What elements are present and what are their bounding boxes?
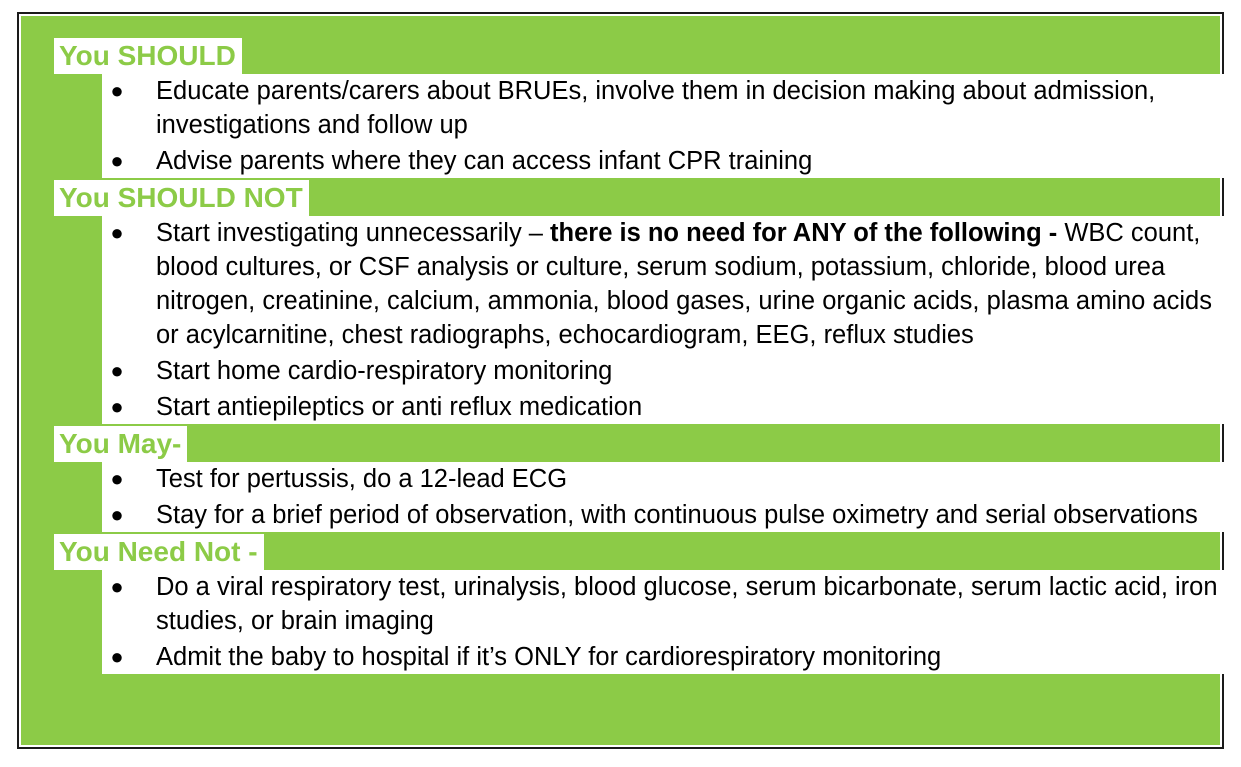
list-item xyxy=(102,390,1230,424)
bullet-icon: ● xyxy=(110,220,124,245)
section-heading: You May- xyxy=(54,426,187,462)
bullet-icon: ● xyxy=(110,358,124,383)
list-item-text: Do a viral respiratory test, urinalysis, blood glucose, serum bicarbonate, serum lactic acid, iron studies, or brain imaging xyxy=(156,573,1218,635)
bullet-list xyxy=(102,74,1230,178)
list-item-emphasis: there is no need for ANY of the following - xyxy=(550,219,1058,247)
list-item xyxy=(102,216,1230,352)
list-item xyxy=(102,354,1230,388)
list-item-text: Start antiepileptics or anti reflux medication xyxy=(156,393,643,421)
guidance-box xyxy=(21,16,1220,745)
bullet-list xyxy=(102,216,1230,424)
section-may xyxy=(54,426,1230,532)
list-item-text: Start home cardio-respiratory monitoring xyxy=(156,357,613,385)
list-item xyxy=(102,144,1230,178)
list-item xyxy=(102,462,1230,496)
bullet-list xyxy=(102,570,1230,674)
list-item-text: Stay for a brief period of observation, with continuous pulse oximetry and serial observations xyxy=(156,501,1198,529)
list-item-text: Admit the baby to hospital if it’s ONLY for cardiorespiratory monitoring xyxy=(156,643,942,671)
bullet-list xyxy=(102,462,1230,532)
list-item-text: Educate parents/carers about BRUEs, involve them in decision making about admission, investigations and follow up xyxy=(156,77,1156,139)
bullet-icon: ● xyxy=(110,78,124,103)
bullet-icon: ● xyxy=(110,148,124,173)
bullet-icon: ● xyxy=(110,574,124,599)
list-item-text: Advise parents where they can access infant CPR training xyxy=(156,147,813,175)
list-item-text: Start investigating unnecessarily – xyxy=(156,219,551,247)
bullet-icon: ● xyxy=(110,394,124,419)
section-need-not xyxy=(54,534,1230,674)
section-heading: You Need Not - xyxy=(54,534,264,570)
list-item xyxy=(102,74,1230,142)
section-heading: You SHOULD NOT xyxy=(54,180,309,216)
bullet-icon: ● xyxy=(110,644,124,669)
section-heading: You SHOULD xyxy=(54,38,242,74)
section-should xyxy=(54,38,1230,178)
list-item xyxy=(102,498,1230,532)
list-item-text: WBC count, blood cultures, or CSF analysis or culture, serum sodium, potassium, chloride, blood urea nitrogen, creatinine, calcium, ammonia, blood gases, urine organic acids, plasma amino acids or acylcarnitine, chest radiographs, echocardiogram, EEG, reflux studies xyxy=(156,219,1212,349)
list-item-text: Test for pertussis, do a 12-lead ECG xyxy=(156,465,568,493)
list-item xyxy=(102,570,1230,638)
bullet-icon: ● xyxy=(110,466,124,491)
list-item xyxy=(102,640,1230,674)
bullet-icon: ● xyxy=(110,502,124,527)
section-should-not xyxy=(54,180,1230,424)
guidance-content xyxy=(54,38,1230,747)
